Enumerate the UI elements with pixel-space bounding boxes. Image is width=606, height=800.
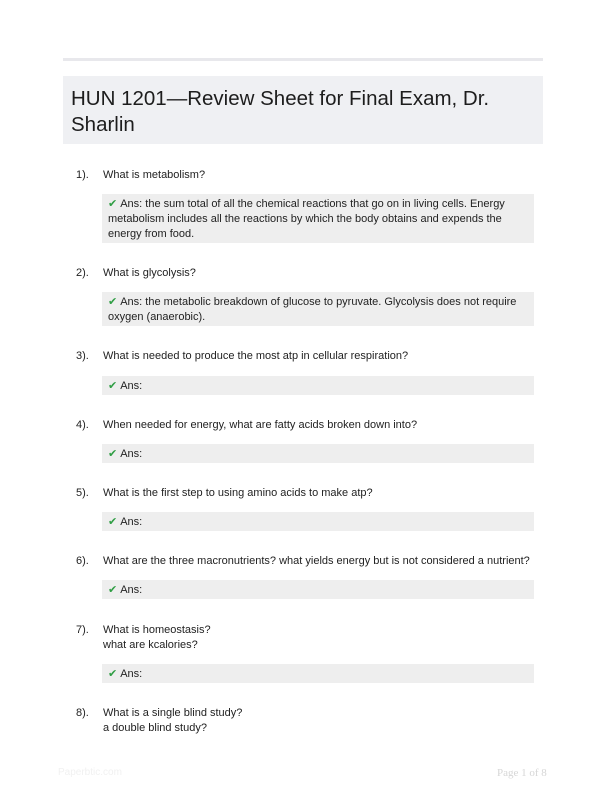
check-icon: ✔	[108, 515, 118, 528]
footer-watermark: Paperbtic.com	[58, 767, 122, 778]
check-icon: ✔	[108, 197, 118, 210]
question-number: 1).	[76, 169, 89, 181]
question-text: What is metabolism?	[103, 169, 206, 181]
question-text: What are the three macronutrients? what yields energy but is not considered a nutrient?	[103, 555, 530, 567]
check-icon: ✔	[108, 379, 118, 392]
question-text: What is glycolysis?	[103, 267, 196, 279]
answer-text: Ans:	[120, 448, 143, 460]
question-number: 5).	[76, 487, 89, 499]
answer-box-5	[102, 512, 534, 531]
page-title: HUN 1201—Review Sheet for Final Exam, Dr. Sharlin	[71, 87, 490, 136]
answer-box-4	[102, 444, 534, 463]
question-text	[103, 706, 533, 736]
check-icon: ✔	[108, 447, 118, 460]
check-icon: ✔	[108, 583, 118, 596]
answer-box-3	[102, 376, 534, 395]
page-number: Page 1 of 8	[497, 767, 547, 779]
answer-box-6	[102, 580, 534, 599]
question-number: 4).	[76, 419, 89, 431]
question-text	[103, 623, 533, 653]
question-number: 3).	[76, 350, 89, 362]
question-number: 7).	[76, 624, 89, 636]
question-line-2: a double blind study?	[103, 722, 207, 734]
answer-text: Ans:	[120, 380, 143, 392]
question-line-1: What is homeostasis?	[103, 624, 211, 636]
question-line-1: What is a single blind study?	[103, 707, 243, 719]
question-number: 2).	[76, 267, 89, 279]
answer-text: Ans:	[120, 516, 143, 528]
answer-box-7	[102, 664, 534, 683]
answer-text: Ans:	[120, 668, 143, 680]
check-icon: ✔	[108, 667, 118, 680]
answer-box-1	[102, 194, 534, 243]
answer-text: Ans: the sum total of all the chemical reactions that go on in living cells. Energy metabolism includes all the reactions by which the body obtains and expends the energy from food.	[108, 198, 505, 240]
question-number: 8).	[76, 707, 89, 719]
answer-box-2	[102, 292, 534, 326]
check-icon: ✔	[108, 295, 118, 308]
answer-text: Ans:	[120, 584, 143, 596]
question-text: What is the first step to using amino acids to make atp?	[103, 487, 373, 499]
question-line-2: what are kcalories?	[103, 639, 198, 651]
question-text: What is needed to produce the most atp in cellular respiration?	[103, 350, 409, 362]
question-text: When needed for energy, what are fatty acids broken down into?	[103, 419, 418, 431]
answer-text: Ans: the metabolic breakdown of glucose to pyruvate. Glycolysis does not require oxygen (anaerobic).	[108, 296, 517, 323]
title-box	[63, 76, 543, 144]
top-rule	[63, 58, 543, 61]
question-number: 6).	[76, 555, 89, 567]
